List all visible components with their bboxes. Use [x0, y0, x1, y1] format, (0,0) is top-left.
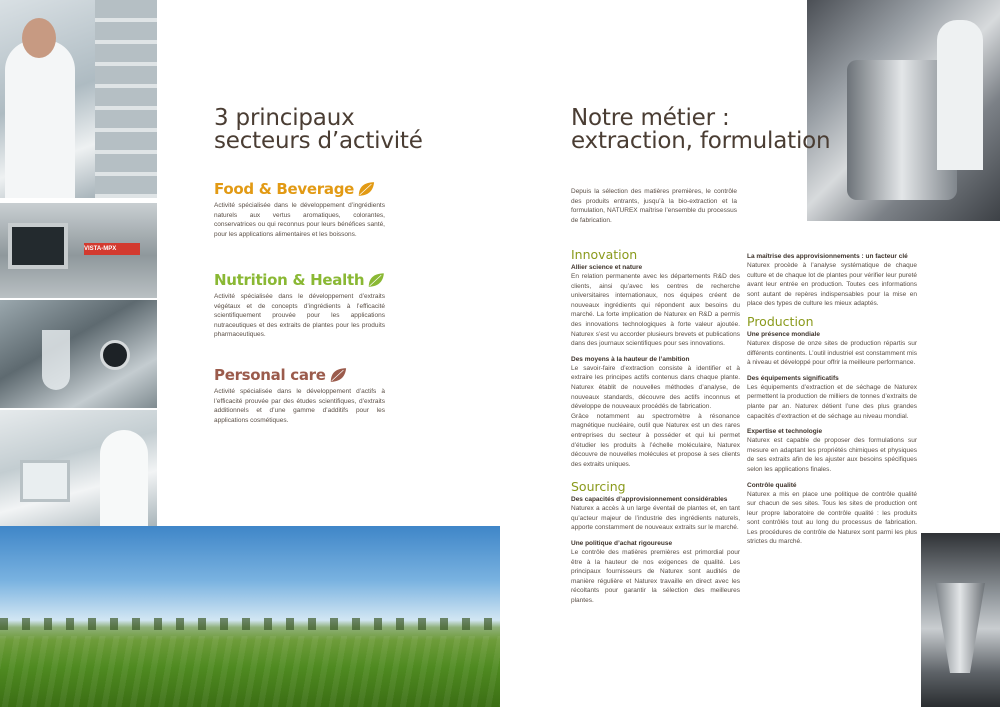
- lab-flask-photo: [0, 300, 157, 408]
- sector-title: [214, 181, 385, 198]
- supply-subheading: La maîtrise des approvisionnements : un facteur clé: [747, 253, 908, 260]
- sector-nutrition-health: [214, 272, 385, 340]
- sector-description: Activité spécialisée dans le développement d’ingrédients naturels aux vertus aromatiques, colorantes, conservatrices ou qui reconnus pour leurs bénéfices santé, pour les applications alimentaires et les boissons.: [214, 202, 385, 238]
- green-field-photo: [0, 526, 500, 707]
- sourcing-heading: Sourcing: [571, 479, 626, 495]
- sourcing-subheading-2: Une politique d’achat rigoureuse: [571, 540, 673, 548]
- sector-title-text: Food & Beverage: [214, 180, 354, 198]
- instrument-brand: VISTA-MPX: [84, 246, 117, 252]
- sourcing-text-2: Le contrôle des matières premières est primordial pour être à la hauteur de nos exigences de qualité. Les principaux fournisseurs de Naturex sont audités de manière régulière et Naturex travaille en direct avec les récoltants pour garantir la sélection des meilleures plantes.: [571, 549, 740, 605]
- right-title-line1: Notre métier :: [571, 105, 730, 131]
- sector-title: [214, 367, 385, 384]
- lab-instrument-photo: [0, 203, 157, 298]
- production-text-2: Les équipements d’extraction et de séchage de Naturex permettent la production de milliers de tonnes d’extraits de plante par an. Naturex détient l’une des plus grandes capacités d’extraction et de séchage au niveau mondial.: [747, 383, 917, 420]
- production-text-3: Naturex est capable de proposer des formulations sur mesure en adaptant les propriétés chimiques et physiques de ses extraits afin de les ajuster aux besoins spécifiques selon les applications finales.: [747, 437, 917, 473]
- right-title-line2: extraction, formulation: [571, 128, 831, 154]
- innovation-text-1: En relation permanente avec les départements R&D des clients, ainsi qu’avec les centres de recherche universitaires internationaux, nos équipes créent de nouveaux ingrédients qui répondent aux besoins du marché. La forte implication de Naturex en R&D a permis des innovations technologiques à forte valeur ajoutée. Naturex s’est vu accorder plusieurs brevets et publications dans des journaux scientifiques pour ses innovations.: [571, 273, 740, 348]
- innovation-subheading-2: Des moyens à la hauteur de l’ambition: [571, 355, 690, 363]
- leaf-icon: [329, 367, 347, 384]
- sector-personal-care: [214, 367, 385, 425]
- right-page-title: [571, 107, 830, 153]
- production-subheading-4: Contrôle qualité: [747, 481, 797, 489]
- sector-food-beverage: [214, 181, 385, 239]
- left-title-line2: secteurs d’activité: [214, 128, 423, 154]
- production-subheading-1: Une présence mondiale: [747, 330, 820, 338]
- production-text-4: Naturex a mis en place une politique de contrôle qualité sur chacun de ses sites. Tous les sites de production ont leur propre laboratoire de contrôle qualité : les produits sont contrôlés tout au long du processus de fabrication. Les procédures de contrôle de Naturex sont parmi les plus strictes du marché.: [747, 490, 917, 546]
- innovation-text-2: Le savoir-faire d’extraction consiste à identifier et à extraire les principes actifs contenus dans chaque plante. Naturex établit de nouvelles méthodes d’analyse, de nouveaux standards, découvre des actifs inconnus et développe de nouveaux procédés de fabrication.: [571, 364, 740, 411]
- innovation-text-3: Grâce notamment au spectromètre à résonance magnétique nucléaire, outil que Naturex est un des rares entreprises du secteur à posséder et qui lui permet d’étudier les produits à l’échelle moléculaire, Naturex découvre de nouvelles molécules et propose à ses clients des extraits uniques.: [571, 412, 740, 468]
- sourcing-subheading-1: Des capacités d’approvisionnement considérables: [571, 496, 728, 504]
- production-subheading-2: Des équipements significatifs: [747, 374, 839, 382]
- innovation-heading: Innovation: [571, 247, 638, 262]
- sector-title-text: Personal care: [214, 366, 326, 384]
- left-page-title: [214, 107, 423, 153]
- production-text-1: Naturex dispose de onze sites de production répartis sur différents continents. L’outil industriel est constamment mis à niveau et développé pour offrir la meilleure performance.: [747, 339, 917, 367]
- production-heading: Production: [747, 313, 814, 329]
- sourcing-text-1: Naturex a accès à un large éventail de plantes et, en tant qu’acteur majeur de l’industrie des ingrédients naturels, apporte constamment de nouveaux extraits sur le marché.: [571, 505, 740, 532]
- right-column-1: [571, 248, 740, 612]
- sector-description: Activité spécialisée dans le développement d’extraits végétaux et de concepts d’ingrédients à l’efficacité scientifiquement prouvée pour les applications nutraceutiques et des extraits de plantes pour les produits pharmaceutiques.: [214, 293, 385, 339]
- lab-technician-photo: [0, 410, 157, 526]
- production-tank-photo: [807, 0, 1000, 221]
- sector-title-text: Nutrition & Health: [214, 271, 365, 289]
- leaf-icon: [357, 181, 375, 198]
- intro-paragraph: Depuis la sélection des matières premières, le contrôle des produits entrants, jusqu’à la bio-extraction et la formulation, NATUREX maîtrise l’ensemble du processus de fabrication.: [571, 188, 737, 224]
- right-column-2: [747, 252, 917, 553]
- leaf-icon: [367, 272, 385, 289]
- left-title-line1: 3 principaux: [214, 105, 355, 131]
- lab-scientist-photo: [0, 0, 157, 198]
- innovation-subheading-1: Allier science et nature: [571, 264, 643, 271]
- sector-description: Activité spécialisée dans le développement d’actifs à l’efficacité prouvée par des études scientifiques, d’extraits additionnels et d’une gamme d’additifs pour les applications cosmétiques.: [214, 388, 385, 424]
- supply-text: Naturex procède à l’analyse systématique de chaque culture et de chaque lot de plantes pour vérifier leur pureté avant leur entrée en production. Toutes ces informations sont autant de repères indispensables pour la mise en place des types de culture les mieux adaptés.: [747, 262, 917, 308]
- drying-tower-photo: [921, 533, 1000, 707]
- sector-title: [214, 272, 385, 289]
- production-subheading-3: Expertise et technologie: [747, 428, 823, 436]
